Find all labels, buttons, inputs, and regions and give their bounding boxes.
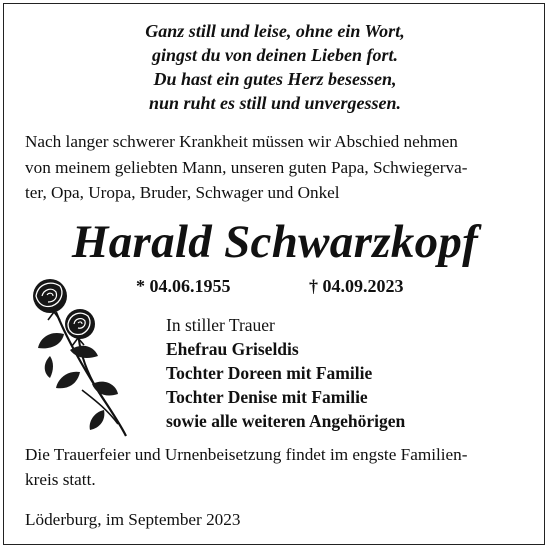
mourner-name: Tochter Denise mit Familie — [166, 387, 368, 407]
mourner-name: sowie alle weiteren Angehörigen — [166, 411, 406, 431]
mourners-intro: In stiller Trauer — [166, 315, 275, 335]
death-date: † 04.09.2023 — [309, 276, 404, 296]
intro-line: von meinem geliebten Mann, unseren guten Papa, Schwiegerva- — [25, 157, 468, 177]
birth-date: * 04.06.1955 — [136, 276, 231, 296]
intro-text — [25, 129, 535, 206]
poem — [0, 19, 550, 115]
mourner-name: Tochter Doreen mit Familie — [166, 363, 373, 383]
funeral-line: kreis statt. — [25, 470, 96, 489]
mourner-name: Ehefrau Griseldis — [166, 339, 299, 359]
funeral-notice — [25, 442, 535, 492]
intro-line: ter, Opa, Uropa, Bruder, Schwager und Onkel — [25, 183, 340, 202]
place-date: Löderburg, im September 2023 — [25, 510, 241, 529]
intro-line: Nach langer schwerer Krankheit müssen wir Abschied nehmen — [25, 132, 458, 151]
poem-line: Ganz still und leise, ohne ein Wort, — [145, 21, 405, 41]
rose-icon — [20, 272, 138, 442]
poem-line: gingst du von deinen Lieben fort. — [151, 45, 398, 65]
poem-line: nun ruht es still und unvergessen. — [148, 93, 402, 113]
mourners-block — [166, 313, 405, 433]
funeral-line: Die Trauerfeier und Urnenbeisetzung findet im engste Familien- — [25, 445, 468, 464]
deceased-name: Harald Schwarzkopf — [71, 216, 479, 268]
poem-line: Du hast ein gutes Herz besessen, — [153, 69, 397, 89]
